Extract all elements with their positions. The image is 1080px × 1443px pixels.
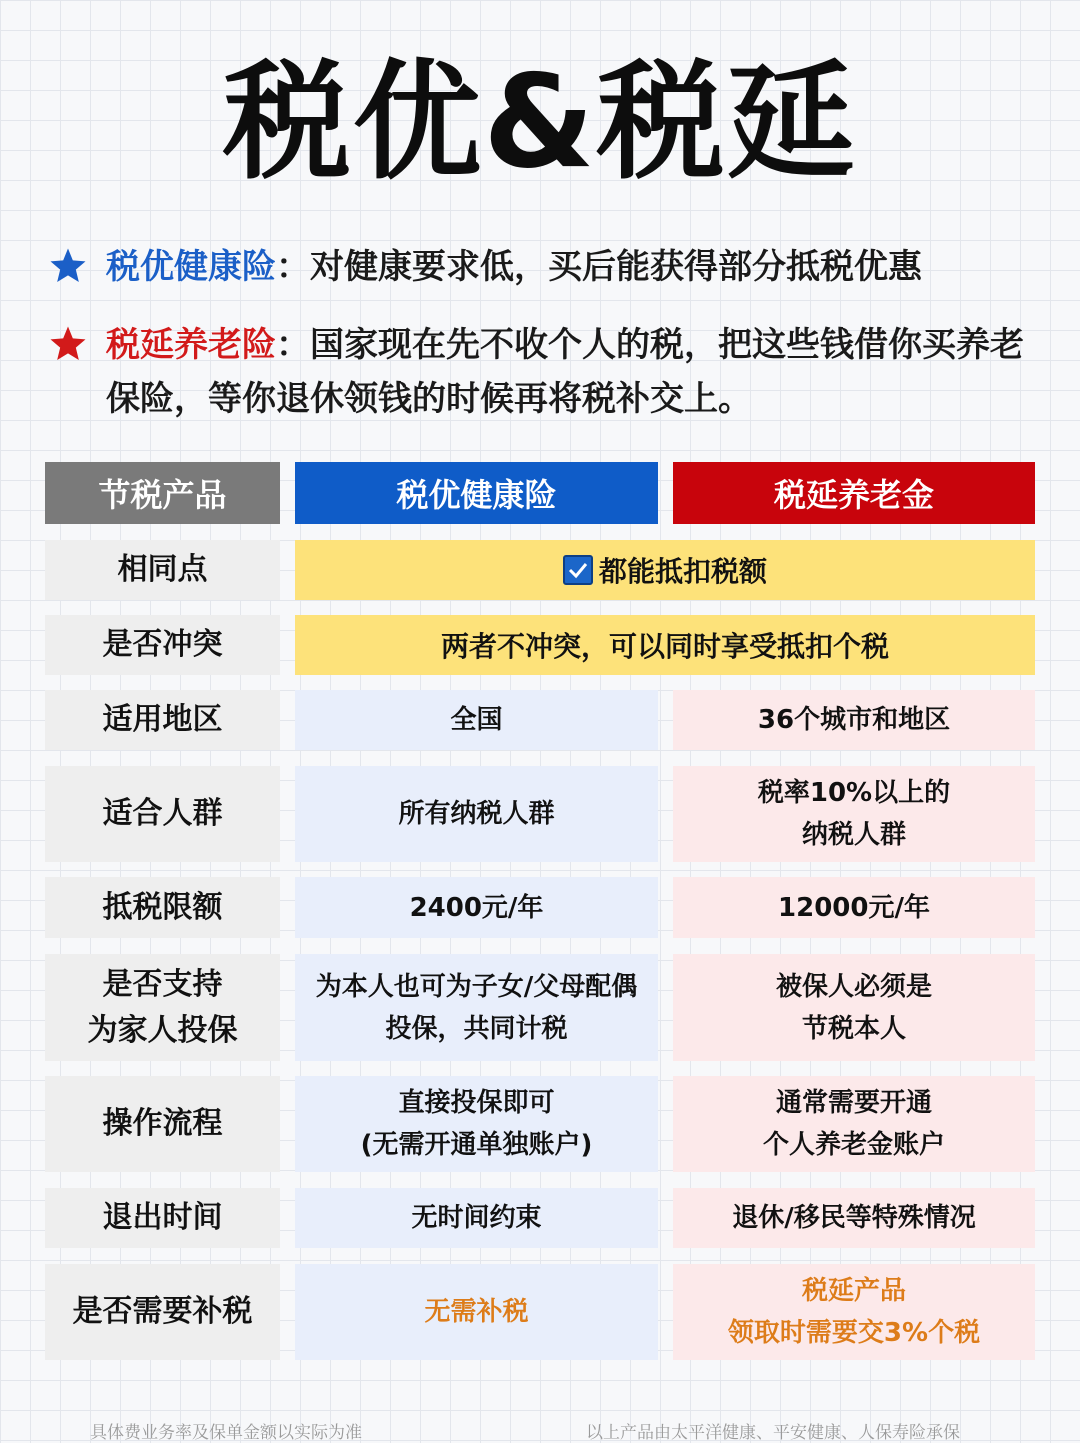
- cell-line: 税延产品: [801, 1276, 906, 1306]
- header-health: 税优健康险: [295, 462, 658, 524]
- row-label-line: 退出时间: [102, 1200, 223, 1235]
- row-label-exit: [45, 1188, 280, 1248]
- row-pension-region: [673, 690, 1035, 750]
- cell-line: 直接投保即可: [398, 1088, 555, 1118]
- red-star-icon: [48, 324, 88, 364]
- page-title: 税优&税延: [223, 48, 857, 197]
- row-label-tax: [45, 1264, 280, 1360]
- row-label-conflict: 是否冲突: [45, 615, 280, 675]
- cell-line: 纳税人群: [801, 820, 906, 850]
- row-label-line: 是否需要补税: [72, 1294, 253, 1329]
- footer-left: 具体费业务率及保单金额以实际为准: [90, 1423, 362, 1443]
- row-health-region: [295, 690, 658, 750]
- cell-line: 36个城市和地区: [757, 705, 951, 735]
- cell-line: 退休/移民等特殊情况: [732, 1203, 976, 1233]
- row-label-line: 是否支持: [102, 966, 223, 1002]
- header-pension: 税延养老金: [673, 462, 1035, 524]
- row-label-family: [45, 954, 280, 1061]
- intro-pension: [48, 318, 1038, 426]
- intro-health: [48, 240, 1038, 294]
- intro-pension-term: 税延养老险: [106, 325, 276, 365]
- cell-line: 无时间约束: [411, 1203, 542, 1233]
- intro-health-term: 税优健康险: [106, 247, 276, 287]
- row-health-family: [295, 954, 658, 1061]
- intro-pension-desc: 国家现在先不收个人的税，把这些钱借你买养老保险，等你退休领钱的时候再将税补交上。: [106, 325, 1024, 419]
- row-label-line: 适合人群: [102, 796, 223, 831]
- row-pension-tax: [673, 1264, 1035, 1360]
- cell-line: 领取时需要交3%个税: [727, 1318, 981, 1348]
- same-text: 都能抵扣税额: [598, 555, 767, 588]
- cell-line: 投保，共同计税: [385, 1013, 568, 1044]
- cell-line: 税率10%以上的: [757, 778, 951, 808]
- blue-star-icon: [48, 246, 88, 286]
- cell-line: 节税本人: [801, 1013, 906, 1044]
- row-health-limit: [295, 877, 658, 938]
- intro-health-colon: ：: [276, 247, 310, 287]
- row-label-people: [45, 766, 280, 862]
- row-health-process: [295, 1076, 658, 1172]
- intro-health-text: [106, 240, 1038, 294]
- header-product: 节税产品: [45, 462, 280, 524]
- row-pension-family: [673, 954, 1035, 1061]
- row-label-line: 适用地区: [102, 702, 223, 737]
- row-label-region: [45, 690, 280, 750]
- checkbox-icon: [563, 555, 593, 585]
- cell-line: 全国: [450, 705, 503, 735]
- cell-line: 个人养老金账户: [762, 1130, 945, 1160]
- cell-line: 12000元/年: [778, 892, 930, 923]
- cell-line: 无需补税: [424, 1297, 529, 1327]
- row-label-limit: [45, 877, 280, 938]
- row-pension-process: [673, 1076, 1035, 1172]
- intro-health-desc: 对健康要求低，买后能获得部分抵税优惠: [310, 247, 922, 287]
- footer-right: 以上产品由太平洋健康、平安健康、人保寿险承保: [586, 1423, 960, 1443]
- intro-pension-colon: ：: [276, 325, 310, 365]
- row-pension-exit: [673, 1188, 1035, 1248]
- row-health-exit: [295, 1188, 658, 1248]
- row-health-people: [295, 766, 658, 862]
- cell-line: (无需开通单独账户): [360, 1130, 593, 1160]
- cell-line: 被保人必须是: [775, 971, 932, 1002]
- row-label-line: 抵税限额: [102, 889, 223, 925]
- row-pension-limit: [673, 877, 1035, 938]
- row-pension-people: [673, 766, 1035, 862]
- row-value-same: [295, 540, 1035, 600]
- row-label-line: 操作流程: [102, 1106, 223, 1141]
- row-label-same: 相同点: [45, 540, 280, 600]
- cell-line: 所有纳税人群: [398, 799, 555, 829]
- row-health-tax: [295, 1264, 658, 1360]
- cell-line: 通常需要开通: [775, 1088, 932, 1118]
- cell-line: 为本人也可为子女/父母配偶: [315, 971, 638, 1002]
- cell-line: 2400元/年: [409, 892, 544, 923]
- row-value-conflict: 两者不冲突，可以同时享受抵扣个税: [295, 615, 1035, 675]
- intro-pension-text: [106, 318, 1038, 426]
- row-label-process: [45, 1076, 280, 1172]
- row-label-line: 为家人投保: [87, 1012, 238, 1048]
